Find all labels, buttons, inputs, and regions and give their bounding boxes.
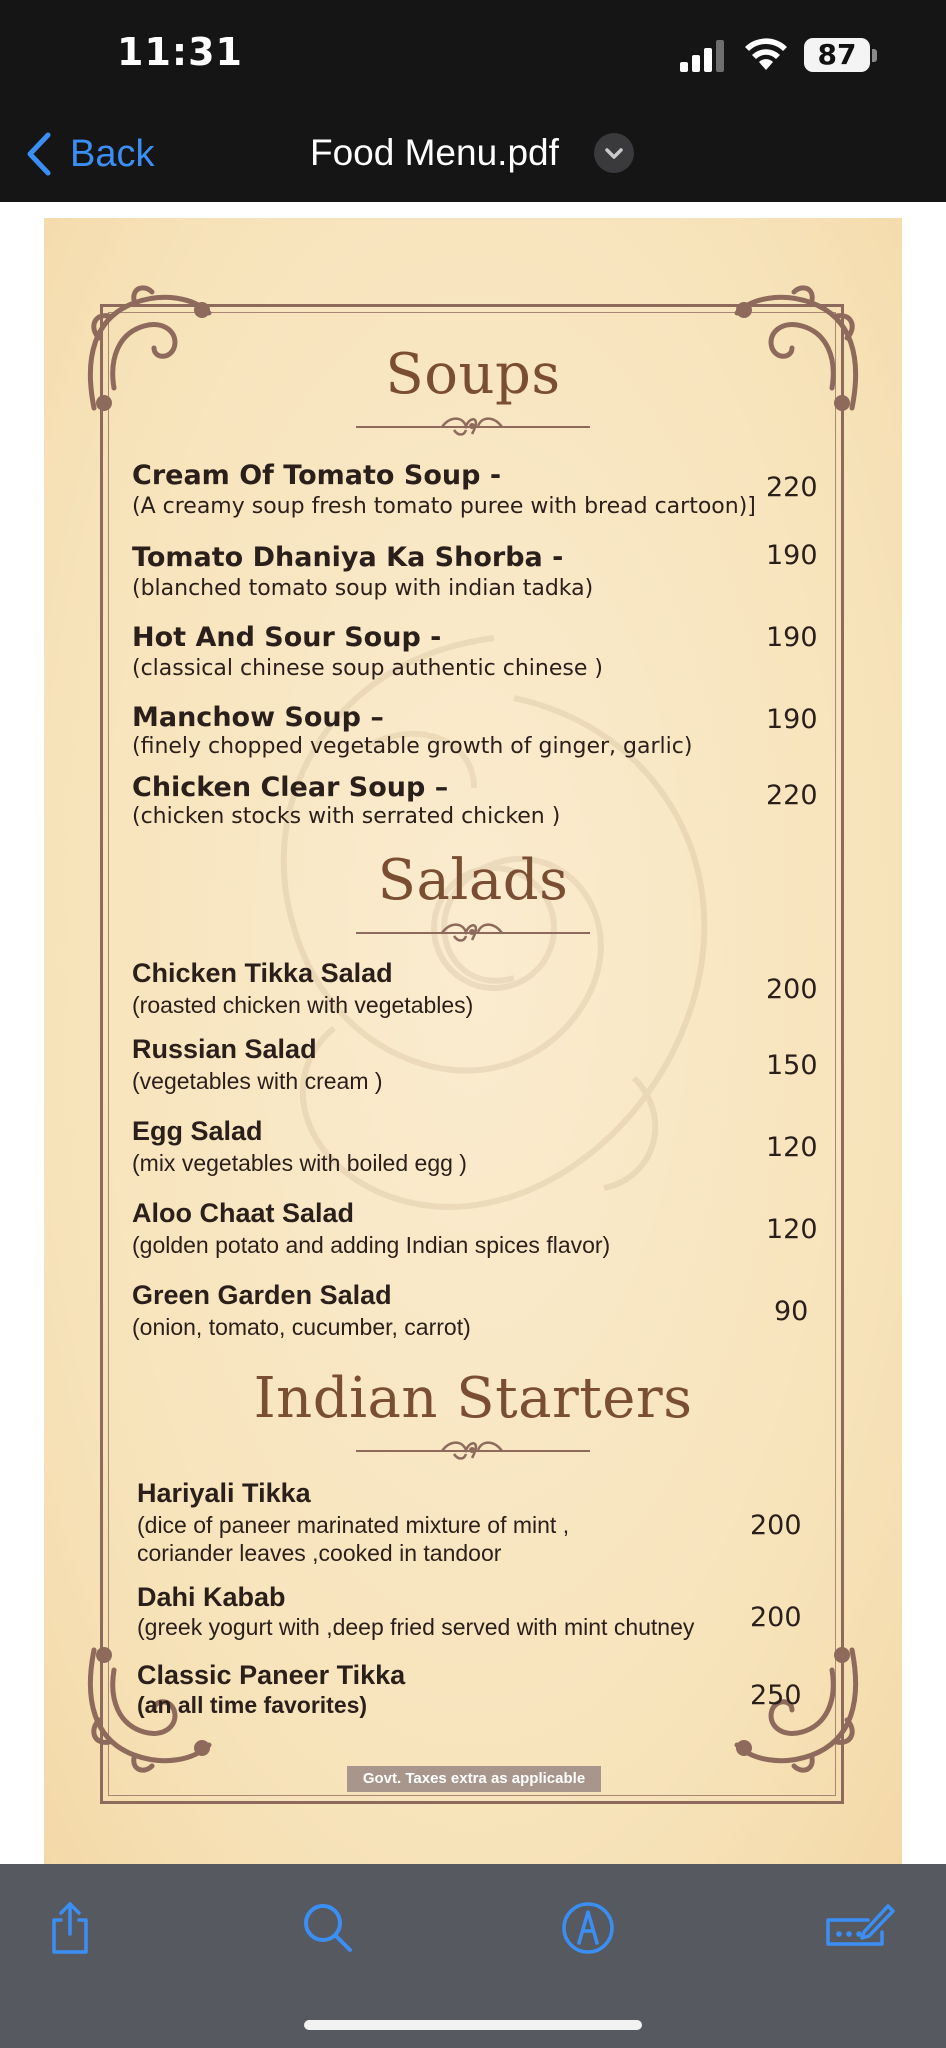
document-viewer[interactable] xyxy=(0,202,946,1864)
menu-item-desc: (A creamy soup fresh tomato puree with bread cartoon)] xyxy=(132,494,756,519)
battery-tip xyxy=(872,49,877,62)
menu-item-price: 90 xyxy=(774,1296,809,1327)
menu-item-price: 200 xyxy=(750,1602,802,1633)
pdf-page xyxy=(44,218,902,1864)
divider-ornament-icon xyxy=(354,414,590,438)
status-bar xyxy=(0,0,946,110)
menu-item-price: 200 xyxy=(750,1510,802,1541)
status-time: 11:31 xyxy=(117,30,243,74)
menu-item-name: Classic Paneer Tikka xyxy=(137,1660,406,1690)
menu-item-name: Manchow Soup – xyxy=(132,702,384,733)
menu-item-name: Green Garden Salad xyxy=(132,1280,392,1310)
divider-ornament-icon xyxy=(354,920,590,944)
menu-item-price: 190 xyxy=(766,540,818,571)
menu-item-desc: (greek yogurt with ,deep fried served with mint chutney xyxy=(137,1614,695,1640)
menu-item-name: Chicken Tikka Salad xyxy=(132,958,393,988)
menu-item-desc: (dice of paneer marinated mixture of mint , xyxy=(137,1512,570,1538)
wifi-icon xyxy=(744,36,788,72)
chevron-down-icon xyxy=(594,133,634,173)
menu-item-desc: (blanched tomato soup with indian tadka) xyxy=(132,576,594,601)
menu-item-price: 120 xyxy=(766,1132,818,1163)
menu-item-name: Chicken Clear Soup – xyxy=(132,772,449,803)
title-menu-button[interactable] xyxy=(594,133,634,173)
menu-item-desc: (golden potato and adding Indian spices flavor) xyxy=(132,1232,611,1258)
menu-item-price: 120 xyxy=(766,1214,818,1245)
menu-item-desc: (classical chinese soup authentic chinese ) xyxy=(132,656,603,681)
menu-item-desc: coriander leaves ,cooked in tandoor xyxy=(137,1540,502,1566)
menu-item-desc: (onion, tomato, cucumber, carrot) xyxy=(132,1314,471,1340)
battery-indicator: 87 xyxy=(804,38,870,72)
menu-item-price: 250 xyxy=(750,1680,802,1711)
menu-item-name: Egg Salad xyxy=(132,1116,263,1146)
menu-item-name: Hariyali Tikka xyxy=(137,1478,311,1508)
menu-item-desc: (finely chopped vegetable growth of ginger, garlic) xyxy=(132,734,693,759)
cellular-signal-icon xyxy=(680,40,726,72)
menu-item-desc: (vegetables with cream ) xyxy=(132,1068,383,1094)
menu-item-price: 190 xyxy=(766,704,818,735)
menu-item-price: 150 xyxy=(766,1050,818,1081)
menu-item-name: Cream Of Tomato Soup - xyxy=(132,460,502,491)
section-title-indian-starters: Indian Starters xyxy=(253,1366,693,1431)
tax-note: Govt. Taxes extra as applicable xyxy=(347,1766,601,1792)
menu-item-name: Aloo Chaat Salad xyxy=(132,1198,355,1228)
menu-item-desc: (chicken stocks with serrated chicken ) xyxy=(132,804,561,829)
menu-item-price: 220 xyxy=(766,780,818,811)
document-title[interactable]: Food Menu.pdf xyxy=(310,132,559,173)
home-indicator[interactable] xyxy=(304,2020,642,2030)
menu-item-desc: (an all time favorites) xyxy=(137,1692,368,1718)
menu-item-name: Russian Salad xyxy=(132,1034,317,1064)
markup-icon[interactable] xyxy=(558,1898,618,1958)
menu-item-price: 190 xyxy=(766,622,818,653)
annotate-icon[interactable] xyxy=(822,1898,896,1958)
menu-item-name: Tomato Dhaniya Ka Shorba - xyxy=(132,542,564,573)
menu-item-desc: (mix vegetables with boiled egg ) xyxy=(132,1150,467,1176)
menu-item-name: Dahi Kabab xyxy=(137,1582,286,1612)
search-icon[interactable] xyxy=(298,1898,358,1958)
section-title-soups: Soups xyxy=(385,342,561,407)
menu-item-price: 200 xyxy=(766,974,818,1005)
menu-item-desc: (roasted chicken with vegetables) xyxy=(132,992,474,1018)
menu-item-name: Hot And Sour Soup - xyxy=(132,622,442,653)
share-icon[interactable] xyxy=(40,1898,100,1958)
menu-item-price: 220 xyxy=(766,472,818,503)
chevron-left-icon xyxy=(24,131,54,177)
section-title-salads: Salads xyxy=(377,848,569,913)
nav-bar xyxy=(0,110,946,202)
back-label: Back xyxy=(70,132,155,175)
back-button[interactable] xyxy=(24,124,154,184)
divider-ornament-icon xyxy=(354,1438,590,1462)
